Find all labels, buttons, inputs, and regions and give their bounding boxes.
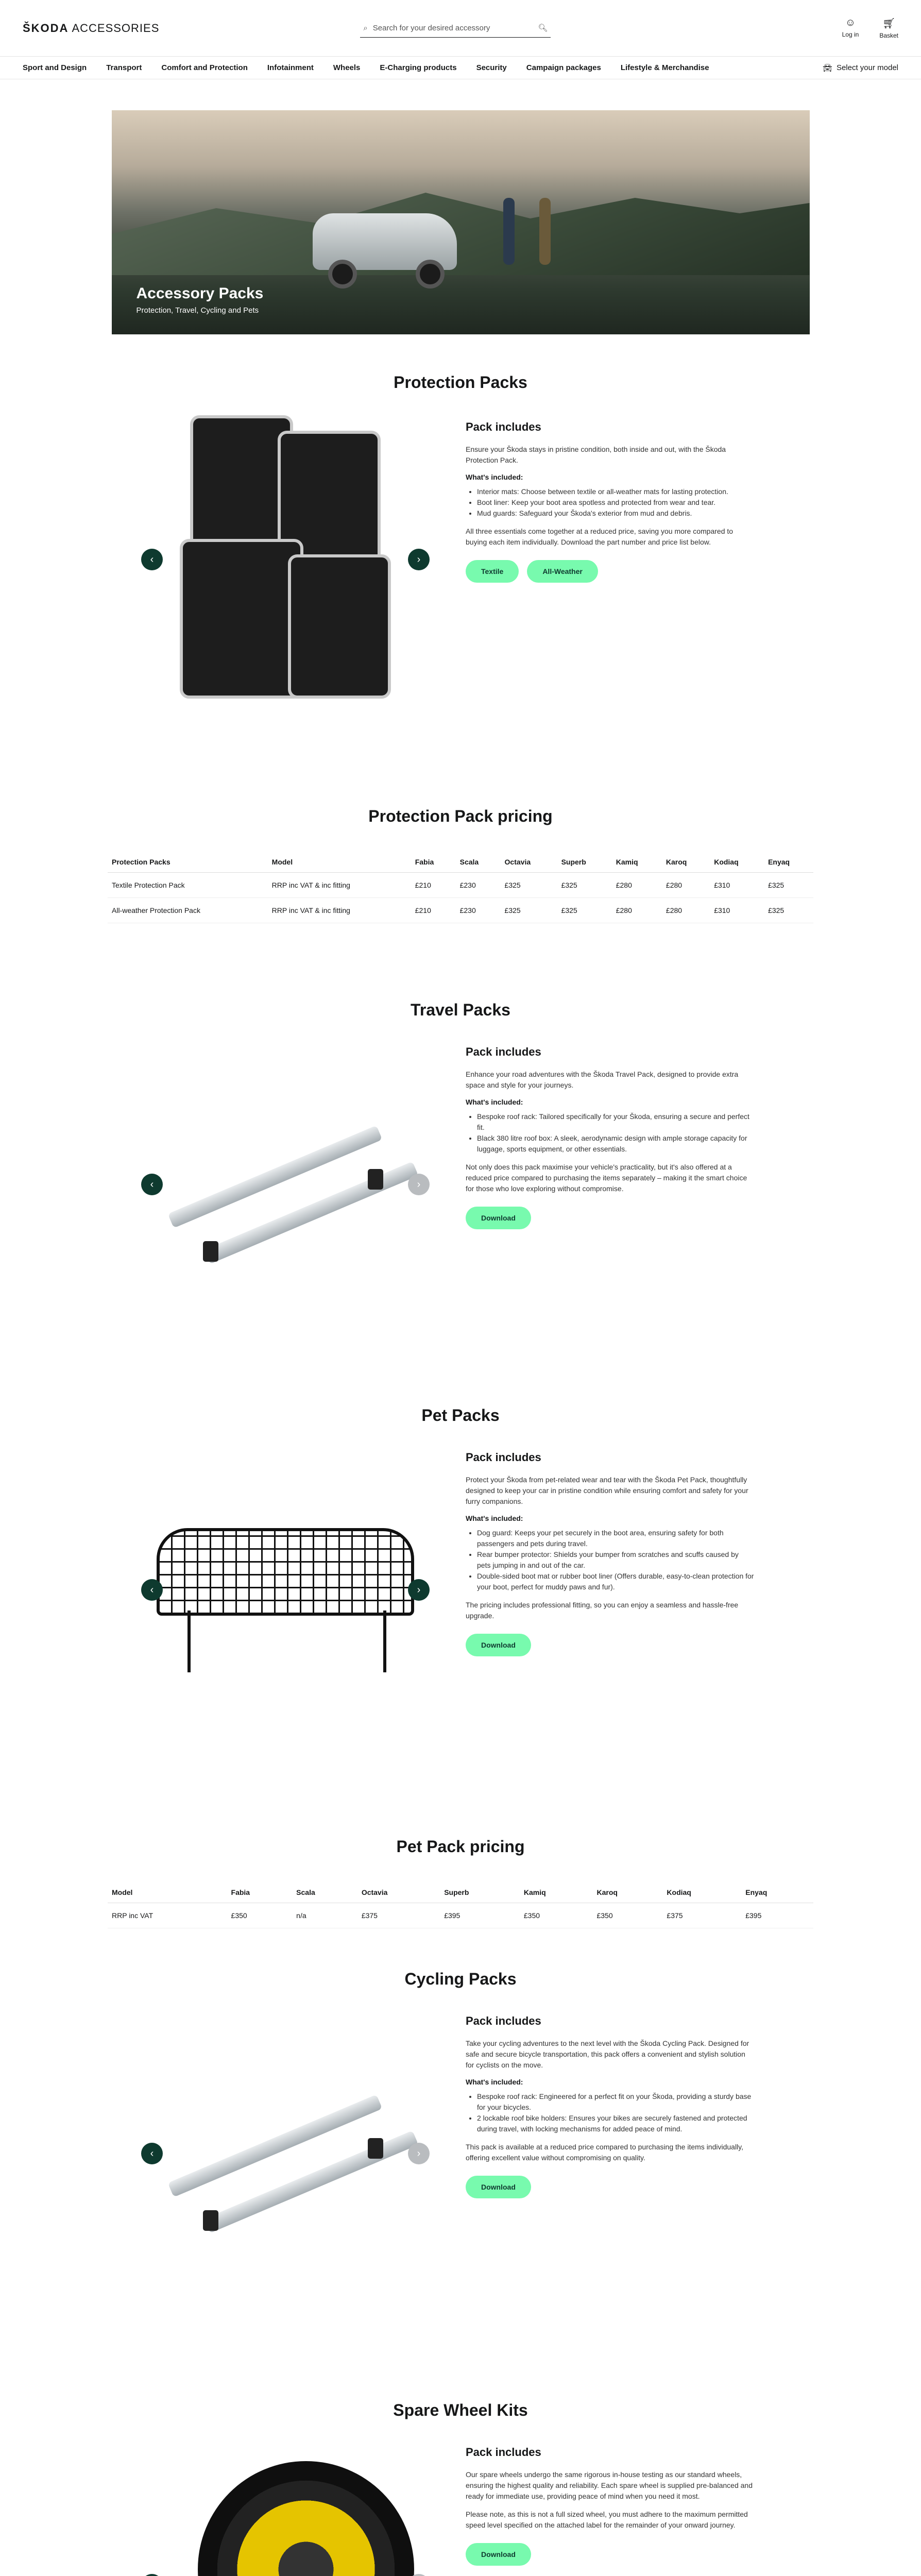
table-cell: £280: [612, 898, 662, 923]
pack-intro: Ensure your Škoda stays in pristine condition, both inside and out, with the Škoda Protection Pack.: [466, 445, 726, 464]
column-header: Kamiq: [520, 1882, 593, 1903]
protection-pricing-title: Protection Pack pricing: [368, 807, 553, 825]
pet-info: [466, 1446, 754, 1734]
carousel-prev-button[interactable]: ‹: [141, 1174, 163, 1195]
search-icon: ⌕: [363, 23, 368, 32]
pack-heading: Pack includes: [466, 420, 541, 433]
download-button[interactable]: Download: [466, 2176, 531, 2198]
pack-heading: Pack includes: [466, 1045, 541, 1058]
table-row: [108, 873, 813, 898]
hero-car-wheel: [416, 260, 445, 289]
table-cell: £325: [501, 873, 557, 898]
table-cell: £325: [557, 898, 612, 923]
pet-pricing-table: [108, 1882, 813, 1928]
pet-carousel: [141, 1446, 430, 1734]
pack-heading: Pack includes: [466, 2446, 541, 2459]
nav-infotainment[interactable]: Infotainment: [267, 63, 314, 72]
table-cell: £325: [764, 898, 813, 923]
column-header: Scala: [292, 1882, 357, 1903]
table-cell: £280: [662, 898, 710, 923]
table-header-row: [108, 1882, 813, 1903]
pack-heading: Pack includes: [466, 2014, 541, 2027]
column-header: Model: [268, 852, 411, 873]
spare-wheel-info: [466, 2441, 754, 2576]
column-header: Octavia: [501, 852, 557, 873]
table-cell: £395: [440, 1903, 520, 1928]
column-header: Fabia: [411, 852, 456, 873]
carousel-prev-button[interactable]: ‹: [141, 549, 163, 570]
hero-title: Accessory Packs: [136, 285, 264, 302]
column-header: Scala: [456, 852, 501, 873]
nav-wheels[interactable]: Wheels: [333, 63, 361, 72]
table-cell: £375: [662, 1903, 741, 1928]
included-heading: What's included:: [466, 473, 523, 481]
nav-campaign-packages[interactable]: Campaign packages: [526, 63, 601, 72]
table-cell: n/a: [292, 1903, 357, 1928]
logo-subtitle: ACCESSORIES: [72, 21, 160, 35]
floor-mat-image: [180, 539, 303, 699]
carousel-prev-button[interactable]: ‹: [141, 1579, 163, 1601]
cycling-info: [466, 2009, 754, 2298]
table-cell: £395: [741, 1903, 813, 1928]
table-cell: RRP inc VAT & inc fitting: [268, 873, 411, 898]
roof-bar-image: [204, 2130, 419, 2233]
table-row: [108, 898, 813, 923]
pet-pack: [141, 1446, 780, 1734]
list-item: • Rear bumper protector: Shields your bumper from scratches and scuffs caused by pets jumping in and out of the car.: [477, 1549, 754, 1571]
table-cell: All-weather Protection Pack: [108, 898, 268, 923]
pack-intro: Enhance your road adventures with the Škoda Travel Pack, designed to provide extra space and style for your journeys.: [466, 1070, 739, 1089]
pack-intro: Protect your Škoda from pet-related wear and tear with the Škoda Pet Pack, thoughtfully designed to keep your car in pristine condition while ensuring comfort and safety for your furry companions.: [466, 1476, 748, 1505]
pack-outro: The pricing includes professional fitting, so you can enjoy a seamless and hassle-free upgrade.: [466, 1601, 739, 1620]
column-header: Fabia: [227, 1882, 293, 1903]
pack-outro: This pack is available at a reduced price compared to purchasing the items individually, offering excellent value without compromising on quality.: [466, 2143, 744, 2162]
table-cell: £325: [501, 898, 557, 923]
nav-comfort-protection[interactable]: Comfort and Protection: [161, 63, 248, 72]
carousel-prev-button[interactable]: ‹: [141, 2143, 163, 2164]
dog-guard-image: [157, 1528, 414, 1616]
nav-sport-design[interactable]: Sport and Design: [23, 63, 87, 72]
table-cell: £230: [456, 898, 501, 923]
column-header: Superb: [557, 852, 612, 873]
spare-wheel-pack: [141, 2441, 780, 2576]
column-header: Protection Packs: [108, 852, 268, 873]
roof-bar-foot: [368, 1169, 383, 1190]
basket-icon: 🛒︎: [882, 18, 896, 29]
model-selector-label: Select your model: [836, 63, 898, 72]
protection-pack: [141, 415, 780, 704]
all-weather-button[interactable]: All-Weather: [527, 560, 598, 583]
user-icon: ☺: [845, 17, 856, 28]
spare-title: Spare Wheel Kits: [393, 2401, 528, 2419]
hero-car-wheel: [328, 260, 357, 289]
column-header: Kamiq: [612, 852, 662, 873]
magnifier-icon[interactable]: 🔍︎: [538, 24, 548, 32]
list-item: • Bespoke roof rack: Engineered for a perfect fit on your Škoda, providing a sturdy base for your bicycles.: [477, 2091, 754, 2113]
pack-outro: All three essentials come together at a reduced price, saving you more compared to buying each item individually. Download the part number and price list below.: [466, 527, 734, 546]
table-cell: £350: [227, 1903, 293, 1928]
carousel-prev-button[interactable]: [141, 2574, 163, 2576]
table-cell: £350: [592, 1903, 662, 1928]
table-cell: £210: [411, 873, 456, 898]
site-logo[interactable]: [23, 22, 159, 35]
cycling-pack: [141, 2009, 780, 2298]
roof-bar-image: [204, 1161, 419, 1264]
nav-security[interactable]: Security: [476, 63, 507, 72]
dog-guard-leg: [383, 1611, 386, 1672]
list-item: • Double-sided boot mat or rubber boot liner (Offers durable, easy-to-clean protection for your boot, perfect for muddy paws and fur).: [477, 1571, 754, 1592]
pack-outro: Please note, as this is not a full sized wheel, you must adhere to the maximum permitted speed level specified on the attached label for the remainder of your onward journey.: [466, 2510, 748, 2529]
table-cell: £280: [662, 873, 710, 898]
carousel-next-button[interactable]: ›: [408, 549, 430, 570]
table-cell: RRP inc VAT & inc fitting: [268, 898, 411, 923]
table-cell: Textile Protection Pack: [108, 873, 268, 898]
included-heading: What's included:: [466, 2078, 523, 2086]
pet-pricing-title: Pet Pack pricing: [396, 1837, 525, 1856]
pack-intro: Our spare wheels undergo the same rigorous in-house testing as our standard wheels, ensuring the highest quality and reliability. Each spare wheel is supplied pre-balanced and ready for immediate use, providing peace of mind when you need it most.: [466, 2470, 753, 2500]
dog-guard-leg: [187, 1611, 191, 1672]
list-item: • Mud guards: Safeguard your Škoda's exterior from mud and debris.: [477, 508, 754, 519]
travel-carousel: [141, 1040, 430, 1329]
nav-transport[interactable]: Transport: [106, 63, 142, 72]
travel-pack: [141, 1040, 780, 1329]
floor-mat-image: [288, 554, 391, 699]
table-cell: £325: [557, 873, 612, 898]
spare-wheel-image: [198, 2461, 414, 2576]
roof-bar-image: [168, 2094, 383, 2197]
list-item: • Dog guard: Keeps your pet securely in the boot area, ensuring safety for both passengers and pets during travel.: [477, 1528, 754, 1549]
model-selector[interactable]: [823, 63, 898, 73]
protection-carousel: [141, 415, 430, 704]
column-header: Enyaq: [764, 852, 813, 873]
hero-banner: [112, 110, 810, 334]
login-button[interactable]: [842, 17, 859, 39]
download-button[interactable]: Download: [466, 1207, 531, 1229]
download-button[interactable]: Download: [466, 2543, 531, 2566]
carousel-next-button[interactable]: ›: [408, 1579, 430, 1601]
spare-wheel-carousel: [141, 2441, 430, 2576]
table-cell: £375: [357, 1903, 440, 1928]
table-header-row: [108, 852, 813, 873]
protection-info: [466, 415, 754, 704]
protection-pricing-table: [108, 852, 813, 923]
table-row: [108, 1903, 813, 1928]
hero-cyclist: [503, 198, 515, 265]
car-icon: 🚘︎: [822, 63, 832, 73]
table-cell: £310: [710, 873, 764, 898]
roof-bar-foot: [203, 1241, 218, 1262]
column-header: Superb: [440, 1882, 520, 1903]
carousel-next-button[interactable]: ›: [408, 2143, 430, 2164]
table-cell: £230: [456, 873, 501, 898]
pack-heading: Pack includes: [466, 1451, 541, 1464]
table-cell: £350: [520, 1903, 593, 1928]
column-header: Kodiaq: [710, 852, 764, 873]
travel-title: Travel Packs: [411, 1001, 510, 1019]
hero-cyclist: [539, 198, 551, 265]
column-header: Octavia: [357, 1882, 440, 1903]
login-label: Log in: [842, 31, 859, 38]
pet-title: Pet Packs: [421, 1406, 500, 1425]
list-item: • 2 lockable roof bike holders: Ensures your bikes are securely fastened and protected during travel, with locking mechanisms for added peace of mind.: [477, 2113, 754, 2134]
table-cell: £325: [764, 873, 813, 898]
download-button[interactable]: Download: [466, 1634, 531, 1656]
hero-mountains: [112, 172, 810, 275]
cycling-title: Cycling Packs: [404, 1970, 517, 1988]
basket-button[interactable]: [879, 17, 898, 39]
table-cell: RRP inc VAT: [108, 1903, 227, 1928]
table-cell: £310: [710, 898, 764, 923]
list-item: • Boot liner: Keep your boot area spotless and protected from wear and tear.: [477, 497, 754, 508]
textile-button[interactable]: Textile: [466, 560, 519, 583]
table-cell: £280: [612, 873, 662, 898]
roof-bar-image: [168, 1125, 383, 1228]
list-item: • Interior mats: Choose between textile or all-weather mats for lasting protection.: [477, 486, 754, 497]
nav-lifestyle[interactable]: Lifestyle & Merchandise: [620, 63, 709, 72]
top-header: [0, 0, 921, 57]
logo-wordmark: ŠKODA: [23, 21, 69, 35]
basket-label: Basket: [879, 32, 898, 39]
pack-intro: Take your cycling adventures to the next level with the Škoda Cycling Pack. Designed for safe and secure bicycle transportation, this pack offers a convenient and stylish solution for cyclists on the move.: [466, 2039, 749, 2069]
column-header: Model: [108, 1882, 227, 1903]
carousel-next-button[interactable]: ›: [408, 1174, 430, 1195]
list-item: • Black 380 litre roof box: A sleek, aerodynamic design with ample storage capacity for luggage, sports equipment, or other essentials.: [477, 1133, 754, 1155]
table-cell: £210: [411, 898, 456, 923]
main-nav: [0, 57, 921, 79]
cycling-carousel: [141, 2009, 430, 2298]
roof-bar-foot: [203, 2210, 218, 2231]
travel-info: [466, 1040, 754, 1329]
column-header: Karoq: [592, 1882, 662, 1903]
roof-bar-foot: [368, 2138, 383, 2159]
pack-outro: Not only does this pack maximise your vehicle's practicality, but it's also offered at a reduced price compared to purchasing the items separately – making it the smart choice for those who love exploring without compromise.: [466, 1163, 747, 1193]
list-item: • Bespoke roof rack: Tailored specifically for your Škoda, ensuring a secure and perfect fit.: [477, 1111, 754, 1133]
included-heading: What's included:: [466, 1098, 523, 1106]
nav-e-charging[interactable]: E-Charging products: [380, 63, 457, 72]
column-header: Enyaq: [741, 1882, 813, 1903]
column-header: Kodiaq: [662, 1882, 741, 1903]
protection-title: Protection Packs: [394, 373, 527, 392]
search-input[interactable]: Search for your desired accessory: [372, 23, 490, 32]
hero-subtitle: Protection, Travel, Cycling and Pets: [136, 306, 259, 315]
included-heading: What's included:: [466, 1514, 523, 1522]
search-bar[interactable]: [360, 19, 551, 38]
column-header: Karoq: [662, 852, 710, 873]
